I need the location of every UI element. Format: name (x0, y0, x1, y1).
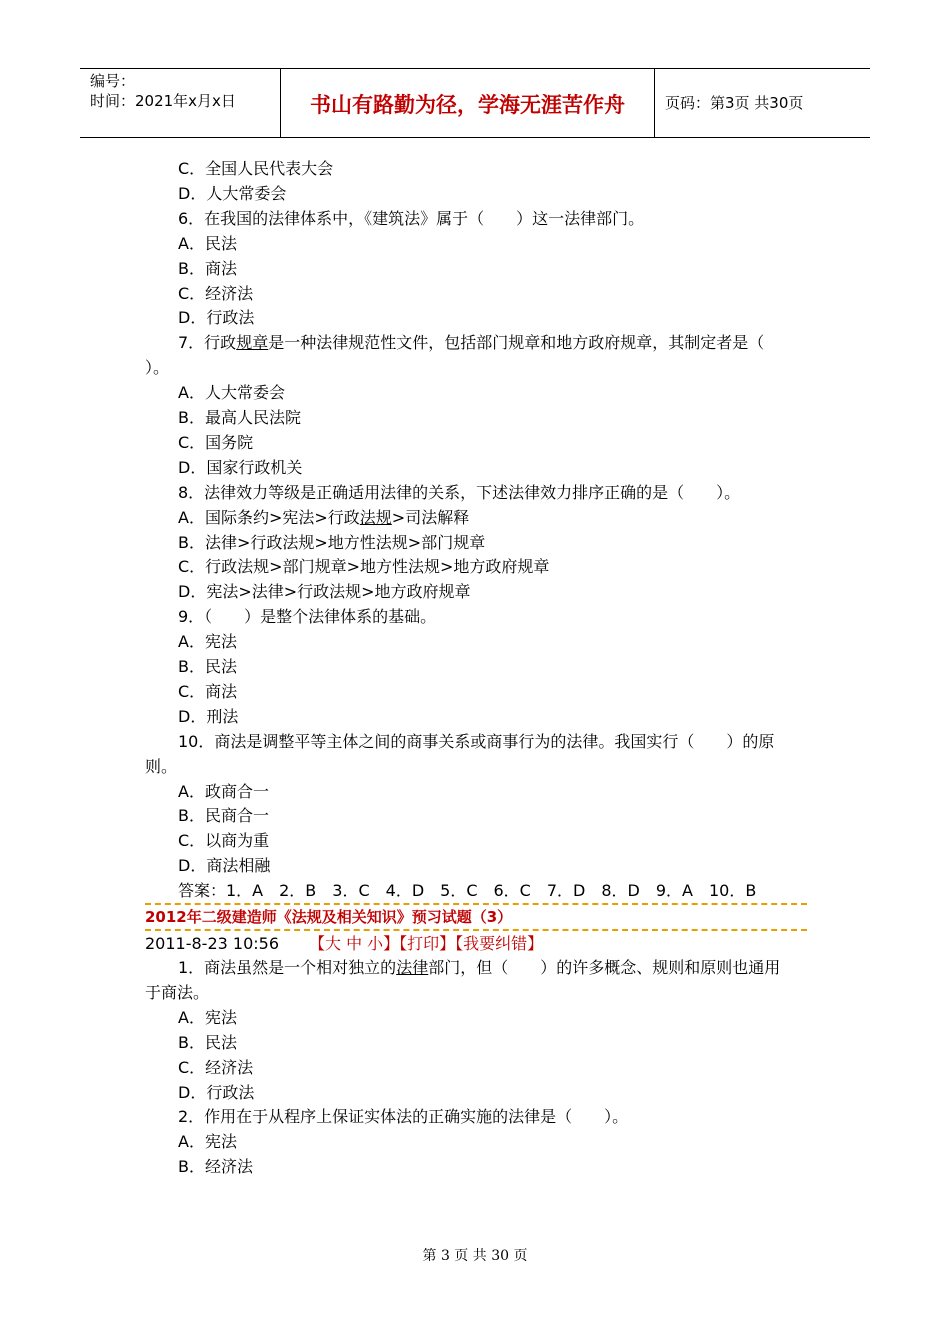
text-line: 9．（ ）是整个法律体系的基础。 (178, 607, 437, 627)
text-line: C．经济法 (178, 1057, 254, 1077)
font-size-print-tools[interactable]: 【大 中 小】【打印】【我要纠错】 (309, 934, 544, 953)
text-line: D．商法相融 (178, 856, 271, 876)
text-line: A．宪法 (178, 632, 237, 652)
text-line: D．国家行政机关 (178, 457, 303, 477)
divider-bottom (145, 929, 807, 931)
text-line: C．全国人民代表大会 (178, 159, 334, 178)
text-line: 2．作用在于从程序上保证实体法的正确实施的法律是（ ）。 (178, 1107, 629, 1127)
text-line: 于商法。 (145, 982, 210, 1002)
underlined-term: 法规 (359, 507, 392, 527)
date-line (145, 933, 543, 955)
text-line: B．民商合一 (178, 806, 269, 826)
serial-label: 编号： (90, 72, 136, 90)
text-line: A．民法 (178, 233, 237, 253)
text-line: B．民法 (178, 657, 237, 676)
text-line: B．最高人民法院 (178, 408, 301, 427)
text-line (178, 957, 780, 979)
text-line: A．宪法 (178, 1007, 237, 1027)
text-line: 10．商法是调整平等主体之间的商事关系或商事行为的法律。我国实行（ ）的原 (178, 731, 775, 751)
text-line: 则。 (145, 756, 178, 776)
text-line: 6．在我国的法律体系中，《建筑法》属于（ ）这一法律部门。 (178, 208, 645, 228)
text-segment: 部门，但（ ）的许多概念、规则和原则也通用 (428, 958, 781, 977)
text-segment: A．国际条约>宪法>行政 (178, 507, 360, 527)
text-line: C．经济法 (178, 283, 254, 303)
text-line: B．商法 (178, 258, 237, 278)
text-segment: 1．商法虽然是一个相对独立的 (178, 958, 397, 977)
text-line (178, 332, 764, 354)
underlined-term: 规章 (236, 333, 269, 353)
text-line (178, 507, 469, 529)
text-line: C．商法 (178, 681, 238, 701)
text-line: A．宪法 (178, 1132, 237, 1152)
post-date: 2011-8-23 10:56 (145, 934, 279, 953)
page-header (80, 68, 870, 138)
section-title: 2012年二级建造师《法规及相关知识》预习试题（3） (145, 908, 513, 926)
text-line: B．法律>行政法规>地方性法规>部门规章 (178, 532, 486, 552)
text-line: A．政商合一 (178, 781, 269, 801)
underlined-term: 法律 (396, 958, 429, 977)
text-line: 8．法律效力等级是正确适用法律的关系，下述法律效力排序正确的是（ ）。 (178, 482, 741, 502)
text-line: ）。 (145, 358, 170, 378)
page-footer: 第 3 页 共 30 页 (422, 1248, 528, 1264)
header-motto-cell (281, 69, 655, 137)
time-label: 时间：2021年x月x日 (90, 92, 236, 110)
text-line: D．行政法 (178, 1082, 255, 1102)
text-line: D．刑法 (178, 706, 239, 726)
text-line: D．宪法>法律>行政法规>地方政府规章 (178, 582, 471, 602)
text-segment: 7．行政 (178, 333, 237, 353)
divider-top (145, 903, 807, 905)
page-info: 页码：第3页 共30页 (665, 94, 804, 112)
text-line: C．以商为重 (178, 831, 270, 851)
text-line: B．民法 (178, 1032, 237, 1052)
text-line: C．行政法规>部门规章>地方性法规>地方政府规章 (178, 557, 550, 577)
header-left-cell (80, 69, 281, 137)
text-line: D．行政法 (178, 308, 255, 328)
motto: 书山有路勤为径，学海无涯苦作舟 (310, 93, 625, 117)
text-line: A．人大常委会 (178, 383, 285, 403)
text-line: C．国务院 (178, 432, 254, 452)
text-segment: >司法解释 (391, 507, 470, 527)
text-line: 答案：1．A 2．B 3．C 4．D 5．C 6．C 7．D 8．D 9．A 10．B (178, 881, 757, 901)
text-line: B．经济法 (178, 1157, 253, 1177)
header-page-cell (655, 69, 870, 137)
text-segment: 是一种法律规范性文件，包括部门规章和地方政府规章，其制定者是（ (268, 333, 765, 353)
text-line: D．人大常委会 (178, 183, 287, 203)
